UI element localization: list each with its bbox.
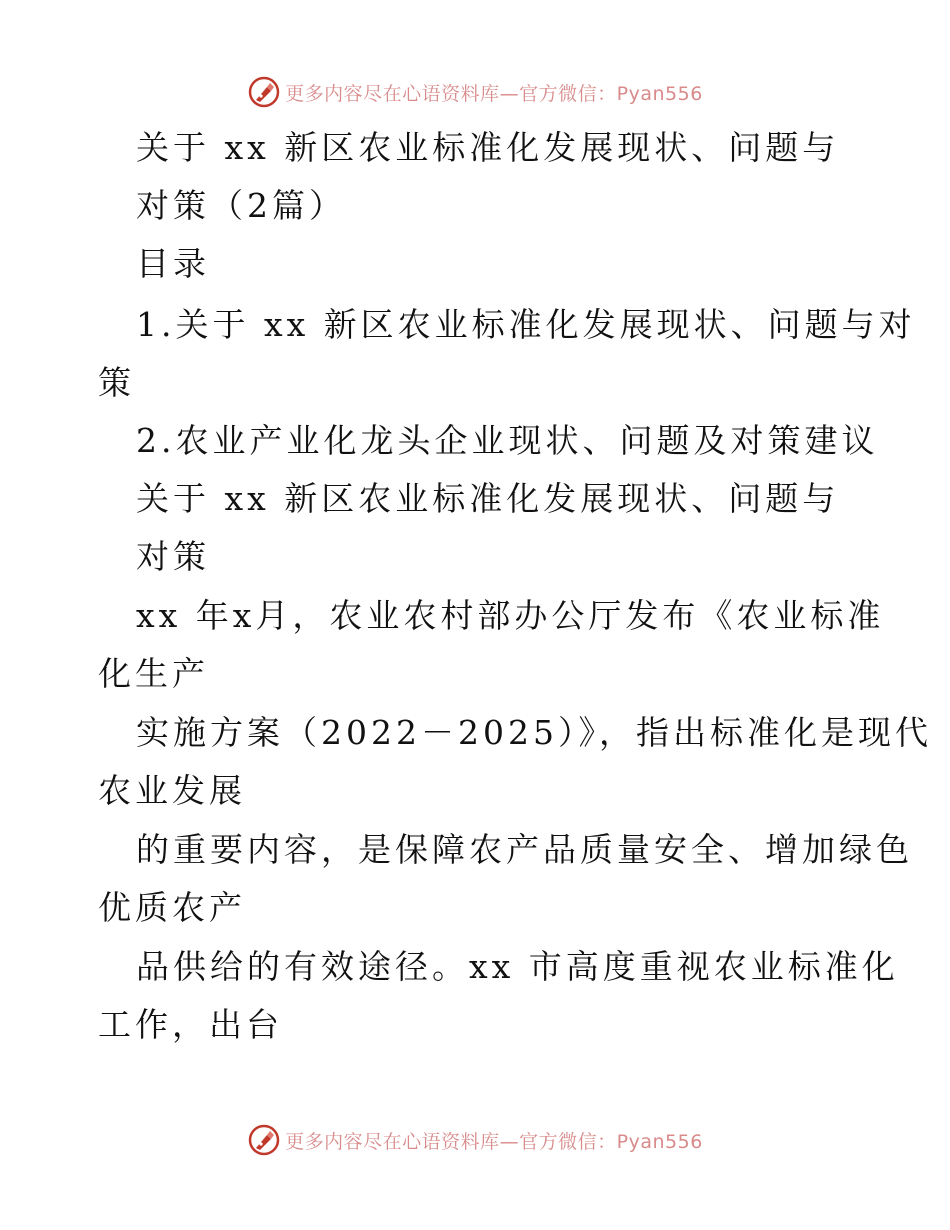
paragraph-line: 化生产 [98,654,209,693]
paragraph-line: 品供给的有效途径。xx 市高度重视农业标准化 [136,947,899,986]
watermark-footer [0,1120,950,1160]
paragraph-line: 的重要内容，是保障农产品质量安全、增加绿色 [136,830,913,869]
pen-nib-logo-icon [247,1123,281,1157]
watermark-header [0,72,950,112]
toc-item-2: 2.农业产业化龙头企业现状、问题及对策建议 [136,421,879,460]
section-title-line-2: 对策 [136,537,210,576]
paragraph-line: 实施方案（2022－2025）》，指出标准化是现代 [136,713,932,752]
paragraph-line: 优质农产 [98,888,246,927]
toc-item-1: 1.关于 xx 新区农业标准化发展现状、问题与对 [136,305,916,344]
paragraph-line: 工作，出台 [98,1005,283,1044]
toc-item-1-continued: 策 [98,363,135,402]
title-line-2: 对策（2篇） [136,186,346,225]
paragraph-line: xx 年x月，农业农村部办公厅发布《农业标准 [136,596,885,635]
title-line-1: 关于 xx 新区农业标准化发展现状、问题与 [136,128,840,167]
watermark-text: 更多内容尽在心语资料库—官方微信：Pyan556 [285,82,703,105]
paragraph-line: 农业发展 [98,771,246,810]
watermark-text: 更多内容尽在心语资料库—官方微信：Pyan556 [285,1130,703,1153]
section-title-line-1: 关于 xx 新区农业标准化发展现状、问题与 [136,479,840,518]
pen-nib-logo-icon [247,75,281,109]
toc-heading: 目录 [136,244,210,283]
